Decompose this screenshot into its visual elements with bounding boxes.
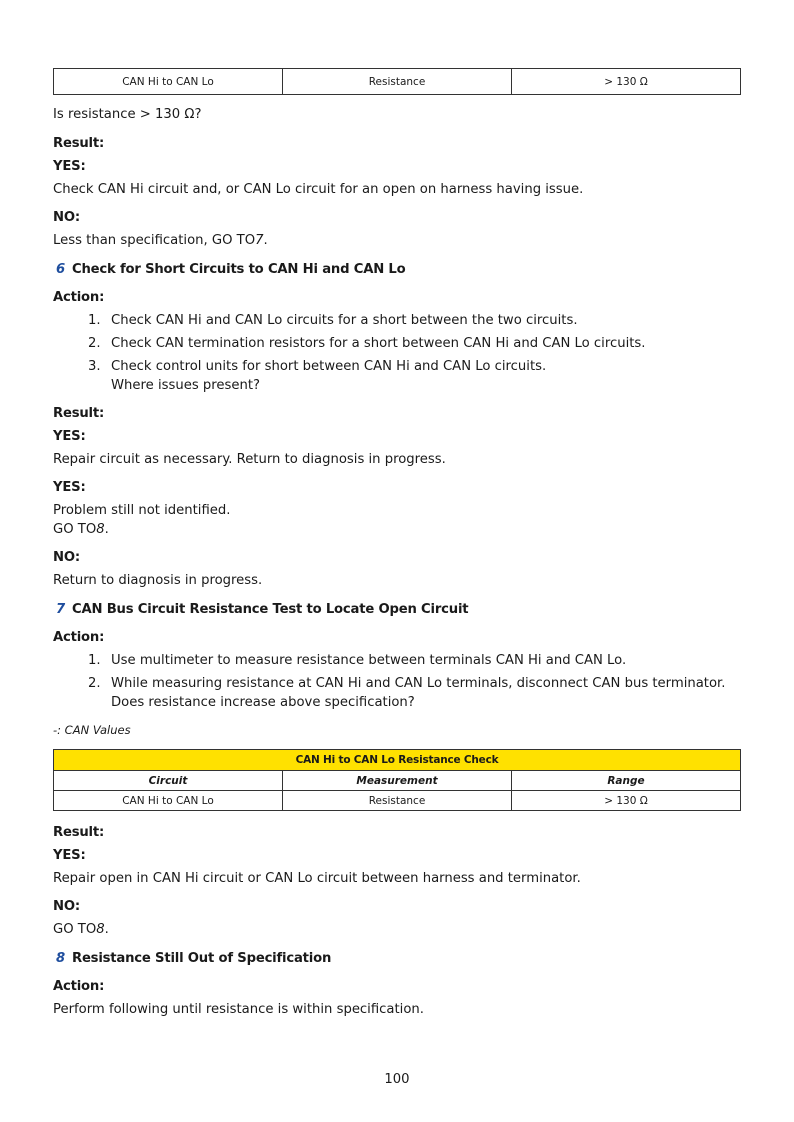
goto-text [53,920,109,939]
punct: . [104,922,109,937]
list-number: 3. [88,359,101,374]
page-number: 100 [384,1072,410,1087]
step-6-heading [56,260,406,279]
yes-label: YES: [53,848,86,863]
resistance-spec-table-top [53,68,741,95]
goto-label: GO TO [53,522,97,537]
list-text: Check control units for short between CAN Hi and CAN Lo circuits. [111,359,547,374]
step-title: Resistance Still Out of Specification [71,951,332,966]
punct: . [263,233,268,248]
goto-text [53,520,109,539]
column-header-range: Range [512,771,741,791]
list-number: 2. [88,336,101,351]
list-subtext: Where issues present? [111,378,261,393]
yes-text: Problem still not identified. [53,503,231,518]
column-header-measurement: Measurement [283,771,512,791]
list-item [88,334,645,353]
goto-label: GO TO [53,922,97,937]
no-text [53,231,268,250]
list-number: 1. [88,313,101,328]
column-header-circuit: Circuit [54,771,283,791]
table-header-row [54,771,741,791]
result-label: Result: [53,136,105,151]
goto-step-link[interactable]: 7 [255,233,264,248]
table-title-row [54,750,741,771]
list-text: Check CAN Hi and CAN Lo circuits for a short between the two circuits. [111,313,578,328]
list-number: 1. [88,653,101,668]
list-item [88,311,578,330]
can-resistance-check-table [53,749,741,811]
step-title: Check for Short Circuits to CAN Hi and CAN Lo [71,262,406,277]
list-subtext: Does resistance increase above specification? [111,695,415,710]
result-label: Result: [53,825,105,840]
yes-label: YES: [53,480,86,495]
list-text: Use multimeter to measure resistance between terminals CAN Hi and CAN Lo. [111,653,627,668]
list-text: Check CAN termination resistors for a short between CAN Hi and CAN Lo circuits. [111,336,646,351]
punct: . [104,522,109,537]
table-row [54,69,741,95]
resistance-question: Is resistance > 130 Ω? [53,107,202,122]
no-text: Return to diagnosis in progress. [53,573,263,588]
step-number: 8 [56,951,65,966]
table-cell-measurement: Resistance [283,791,512,811]
action-label: Action: [53,979,105,994]
action-label: Action: [53,630,105,645]
no-label: NO: [53,550,80,565]
yes-label: YES: [53,159,86,174]
no-text-body: Less than specification, GO TO [53,233,256,248]
step-title: CAN Bus Circuit Resistance Test to Locate Open Circuit [71,602,469,617]
yes-text: Check CAN Hi circuit and, or CAN Lo circuit for an open on harness having issue. [53,182,584,197]
list-item [88,674,725,712]
result-label: Result: [53,406,105,421]
no-label: NO: [53,899,80,914]
list-text: While measuring resistance at CAN Hi and CAN Lo terminals, disconnect CAN bus terminator. [111,676,726,691]
step-8-heading [56,949,331,968]
step-7-heading [56,600,468,619]
action-label: Action: [53,290,105,305]
list-number: 2. [88,676,101,691]
goto-step-link[interactable]: 8 [96,522,105,537]
no-label: NO: [53,210,80,225]
table-cell-measurement: Resistance [283,69,512,95]
yes-label: YES: [53,429,86,444]
goto-step-link[interactable]: 8 [96,922,105,937]
table-row [54,791,741,811]
list-item [88,357,546,395]
step-number: 7 [56,602,65,617]
yes-text: Repair circuit as necessary. Return to diagnosis in progress. [53,452,446,467]
table-title: CAN Hi to CAN Lo Resistance Check [54,750,741,771]
table-cell-circuit: CAN Hi to CAN Lo [54,69,283,95]
list-item [88,651,626,670]
step-number: 6 [56,262,65,277]
action-text: Perform following until resistance is within specification. [53,1002,424,1017]
table-cell-range: > 130 Ω [512,69,741,95]
yes-text: Repair open in CAN Hi circuit or CAN Lo circuit between harness and terminator. [53,871,581,886]
table-cell-circuit: CAN Hi to CAN Lo [54,791,283,811]
table-caption: -: CAN Values [53,723,131,737]
table-cell-range: > 130 Ω [512,791,741,811]
